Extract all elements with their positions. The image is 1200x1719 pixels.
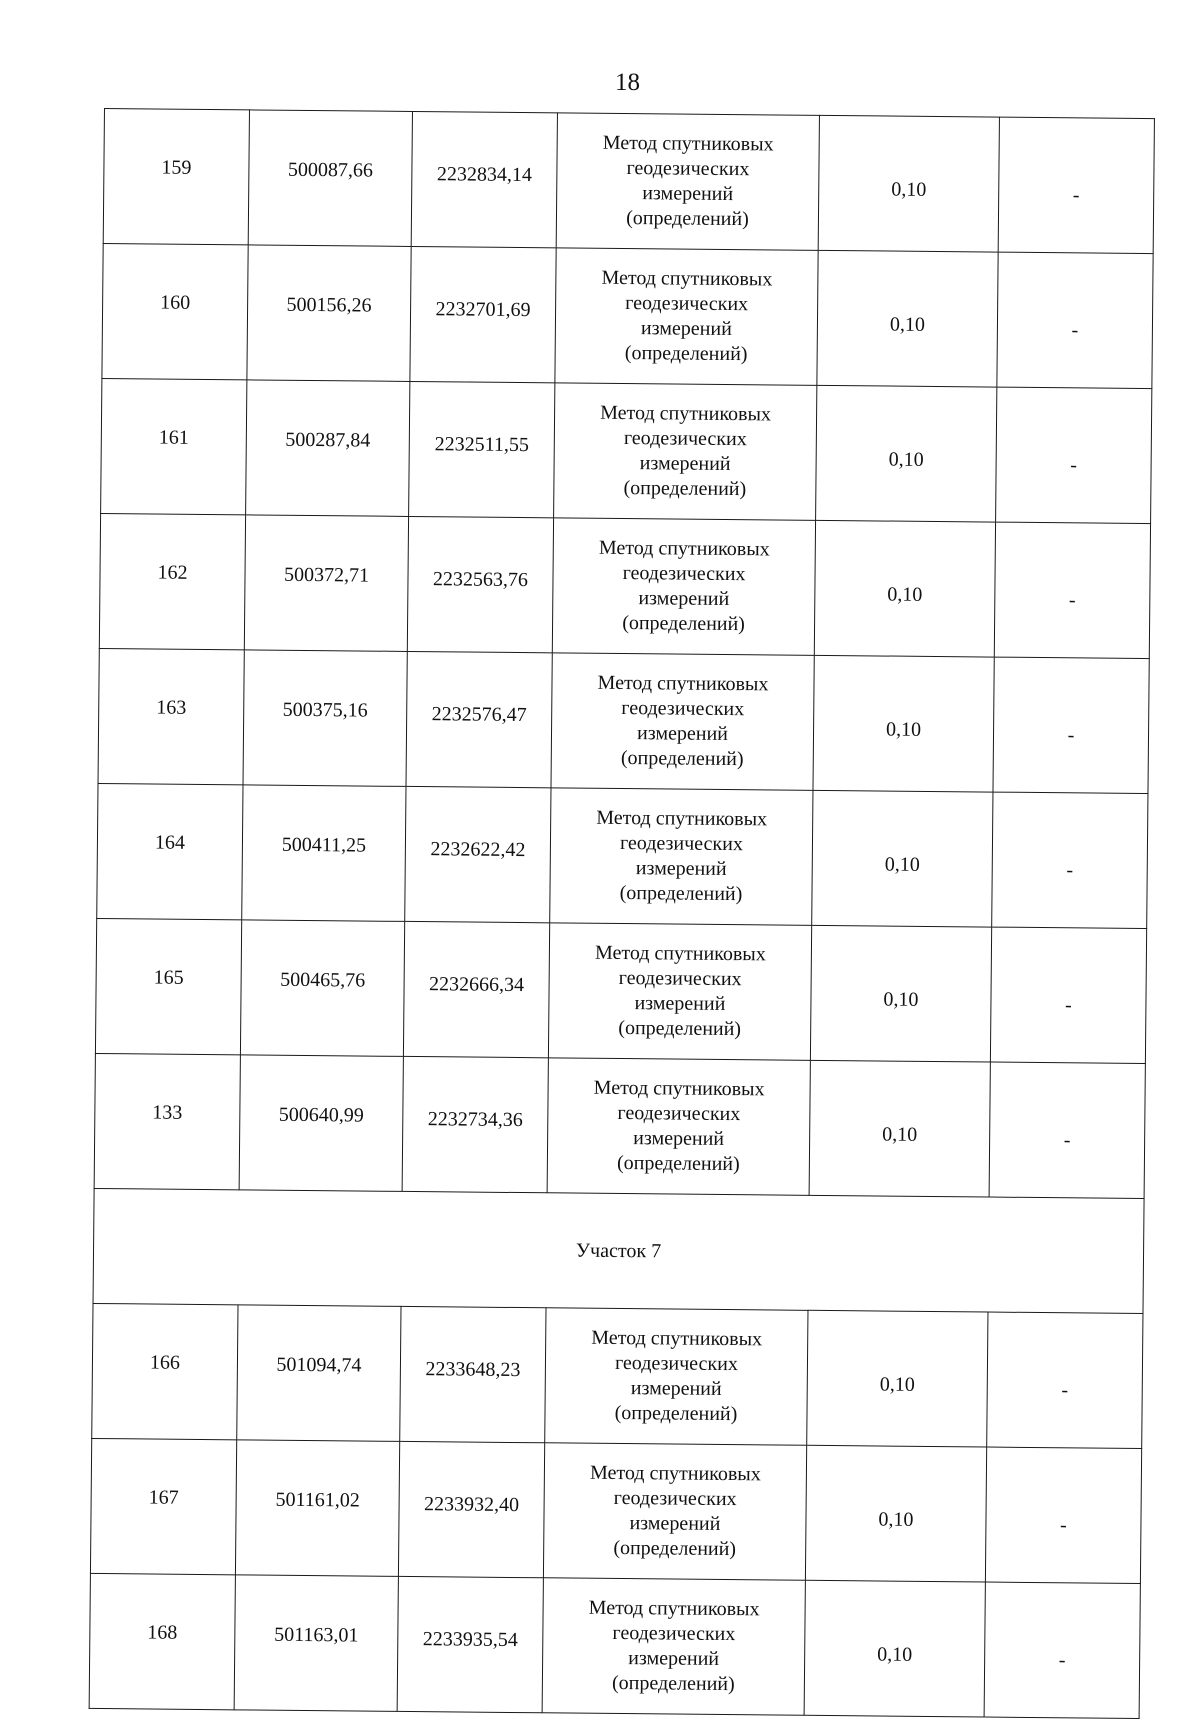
method-line: (определений) [618, 1016, 742, 1041]
method-cell [548, 923, 811, 1061]
coordinates-table-wrapper [89, 108, 1154, 1719]
method-line: Метод спутниковых [602, 131, 774, 156]
method-text [549, 940, 811, 1043]
method-line: измерений [629, 1512, 721, 1535]
y-coordinate-cell: 2232701,69 [410, 246, 556, 382]
accuracy-cell: 0,10 [807, 1310, 988, 1447]
method-line: (определений) [623, 477, 747, 501]
note-cell: - [989, 1062, 1145, 1198]
method-line: Метод спутниковых [591, 1326, 763, 1351]
method-line: геодезических [619, 831, 744, 856]
point-number-cell: 164 [97, 783, 243, 919]
x-coordinate-cell: 501161,02 [235, 1440, 399, 1577]
method-line: измерений [630, 1377, 722, 1400]
section-title-cell [93, 1188, 1144, 1313]
method-line: геодезических [623, 427, 747, 451]
y-coordinate-cell: 2232563,76 [407, 516, 553, 652]
method-line: (определений) [622, 611, 746, 636]
point-number-cell: 165 [95, 918, 241, 1054]
method-text [548, 1075, 810, 1178]
table-row [102, 243, 1153, 388]
method-line: геодезических [622, 562, 746, 586]
method-line: Метод спутниковых [600, 401, 772, 426]
method-line: (определений) [624, 342, 748, 366]
method-text [544, 1460, 806, 1563]
note-cell: - [998, 117, 1154, 253]
accuracy-cell: 0,10 [816, 385, 997, 522]
x-coordinate-cell: 500156,26 [247, 245, 411, 382]
x-coordinate-cell: 501094,74 [237, 1305, 401, 1442]
method-line: (определений) [619, 881, 743, 906]
method-cell [550, 788, 813, 926]
point-number-cell: 167 [90, 1438, 236, 1574]
method-line: (определений) [626, 207, 749, 231]
note-cell: - [992, 792, 1148, 928]
method-text [545, 1325, 807, 1428]
method-line: измерений [633, 1127, 725, 1150]
note-cell: - [993, 657, 1149, 793]
method-text [554, 400, 816, 503]
method-cell [552, 518, 815, 656]
accuracy-cell: 0,10 [818, 115, 999, 252]
method-line: измерений [636, 722, 729, 746]
method-line: измерений [635, 857, 727, 881]
y-coordinate-cell: 2232666,34 [403, 921, 549, 1057]
method-line: измерений [639, 452, 731, 476]
method-cell [543, 1443, 806, 1581]
note-cell: - [996, 387, 1152, 523]
note-cell: - [985, 1447, 1141, 1583]
table-row [97, 783, 1148, 928]
point-number-cell: 162 [99, 513, 245, 649]
coordinates-table [89, 108, 1155, 1719]
table-row [98, 648, 1149, 793]
method-text [543, 1595, 805, 1698]
table-row [92, 1303, 1143, 1448]
table-row [90, 1438, 1141, 1583]
method-line: геодезических [612, 1621, 736, 1646]
table-body-before-section [94, 109, 1154, 1199]
y-coordinate-cell: 2232622,42 [405, 786, 551, 922]
x-coordinate-cell: 500411,25 [242, 785, 406, 922]
accuracy-cell: 0,10 [809, 1060, 990, 1197]
x-coordinate-cell: 500287,84 [246, 380, 410, 517]
method-line: Метод спутниковых [596, 806, 768, 831]
accuracy-cell: 0,10 [817, 250, 998, 387]
method-line: (определений) [611, 1671, 735, 1696]
method-text [550, 805, 812, 908]
x-coordinate-cell: 500465,76 [240, 920, 404, 1057]
y-coordinate-cell: 2232834,14 [411, 111, 557, 247]
note-cell: - [987, 1312, 1143, 1448]
method-line: (определений) [620, 746, 744, 771]
y-coordinate-cell: 2232511,55 [409, 381, 555, 517]
method-line: Метод спутниковых [597, 671, 769, 696]
table-body-after-section [89, 1303, 1143, 1718]
method-text [556, 265, 818, 368]
method-line: измерений [642, 182, 734, 206]
method-text [557, 130, 819, 233]
method-line: измерений [638, 587, 730, 611]
table-row [103, 109, 1154, 254]
table-section-header [93, 1188, 1144, 1313]
method-line: Метод спутниковых [598, 536, 770, 561]
x-coordinate-cell: 500087,66 [248, 110, 412, 247]
note-cell: - [997, 252, 1153, 388]
x-coordinate-cell: 500372,71 [244, 515, 408, 652]
y-coordinate-cell: 2233935,54 [397, 1576, 543, 1712]
method-cell [545, 1308, 808, 1446]
method-cell [547, 1058, 810, 1196]
method-cell [551, 653, 814, 791]
method-text [553, 535, 815, 638]
method-line: геодезических [626, 157, 750, 181]
method-line: Метод спутниковых [593, 1076, 765, 1101]
method-cell [555, 248, 818, 386]
method-line: Метод спутниковых [588, 1596, 760, 1621]
y-coordinate-cell: 2233648,23 [400, 1306, 546, 1442]
method-line: (определений) [614, 1401, 738, 1426]
method-line: геодезических [625, 292, 749, 316]
method-line: геодезических [618, 966, 742, 991]
method-cell [542, 1578, 805, 1716]
point-number-cell: 159 [103, 109, 249, 245]
page-number: 18 [615, 69, 640, 96]
note-cell: - [994, 522, 1150, 658]
method-line: (определений) [613, 1536, 737, 1561]
method-line: (определений) [616, 1151, 740, 1176]
x-coordinate-cell: 500640,99 [239, 1055, 403, 1192]
method-line: измерений [634, 992, 726, 1016]
method-cell [556, 113, 819, 251]
note-cell: - [990, 927, 1146, 1063]
point-number-cell: 161 [101, 378, 247, 514]
method-line: геодезических [621, 696, 745, 721]
method-line: измерений [628, 1647, 720, 1670]
accuracy-cell: 0,10 [812, 790, 993, 927]
point-number-cell: 160 [102, 243, 248, 379]
x-coordinate-cell: 500375,16 [243, 650, 407, 787]
accuracy-cell: 0,10 [813, 655, 994, 792]
method-line: Метод спутниковых [601, 266, 773, 291]
method-line: геодезических [614, 1351, 739, 1376]
table-row [101, 378, 1152, 523]
method-line: геодезических [613, 1486, 737, 1511]
method-cell [554, 383, 817, 521]
table-row [94, 1053, 1145, 1198]
method-line: Метод спутниковых [589, 1461, 761, 1486]
point-number-cell: 166 [92, 1303, 238, 1439]
section-title: Участок 7 [575, 1239, 662, 1262]
accuracy-cell: 0,10 [805, 1445, 986, 1582]
method-text [552, 670, 814, 773]
table-row [95, 918, 1146, 1063]
y-coordinate-cell: 2232734,36 [402, 1056, 548, 1192]
x-coordinate-cell: 501163,01 [234, 1575, 398, 1712]
accuracy-cell: 0,10 [804, 1580, 985, 1717]
table-row [99, 513, 1150, 658]
accuracy-cell: 0,10 [814, 520, 995, 657]
method-line: Метод спутниковых [594, 941, 766, 966]
method-line: измерений [640, 317, 732, 341]
note-cell: - [984, 1582, 1140, 1718]
method-line: геодезических [617, 1101, 741, 1126]
point-number-cell: 133 [94, 1053, 240, 1189]
y-coordinate-cell: 2232576,47 [406, 651, 552, 787]
accuracy-cell: 0,10 [810, 925, 991, 1062]
point-number-cell: 163 [98, 648, 244, 784]
section-row [93, 1188, 1144, 1313]
point-number-cell: 168 [89, 1573, 235, 1709]
y-coordinate-cell: 2233932,40 [398, 1441, 544, 1577]
